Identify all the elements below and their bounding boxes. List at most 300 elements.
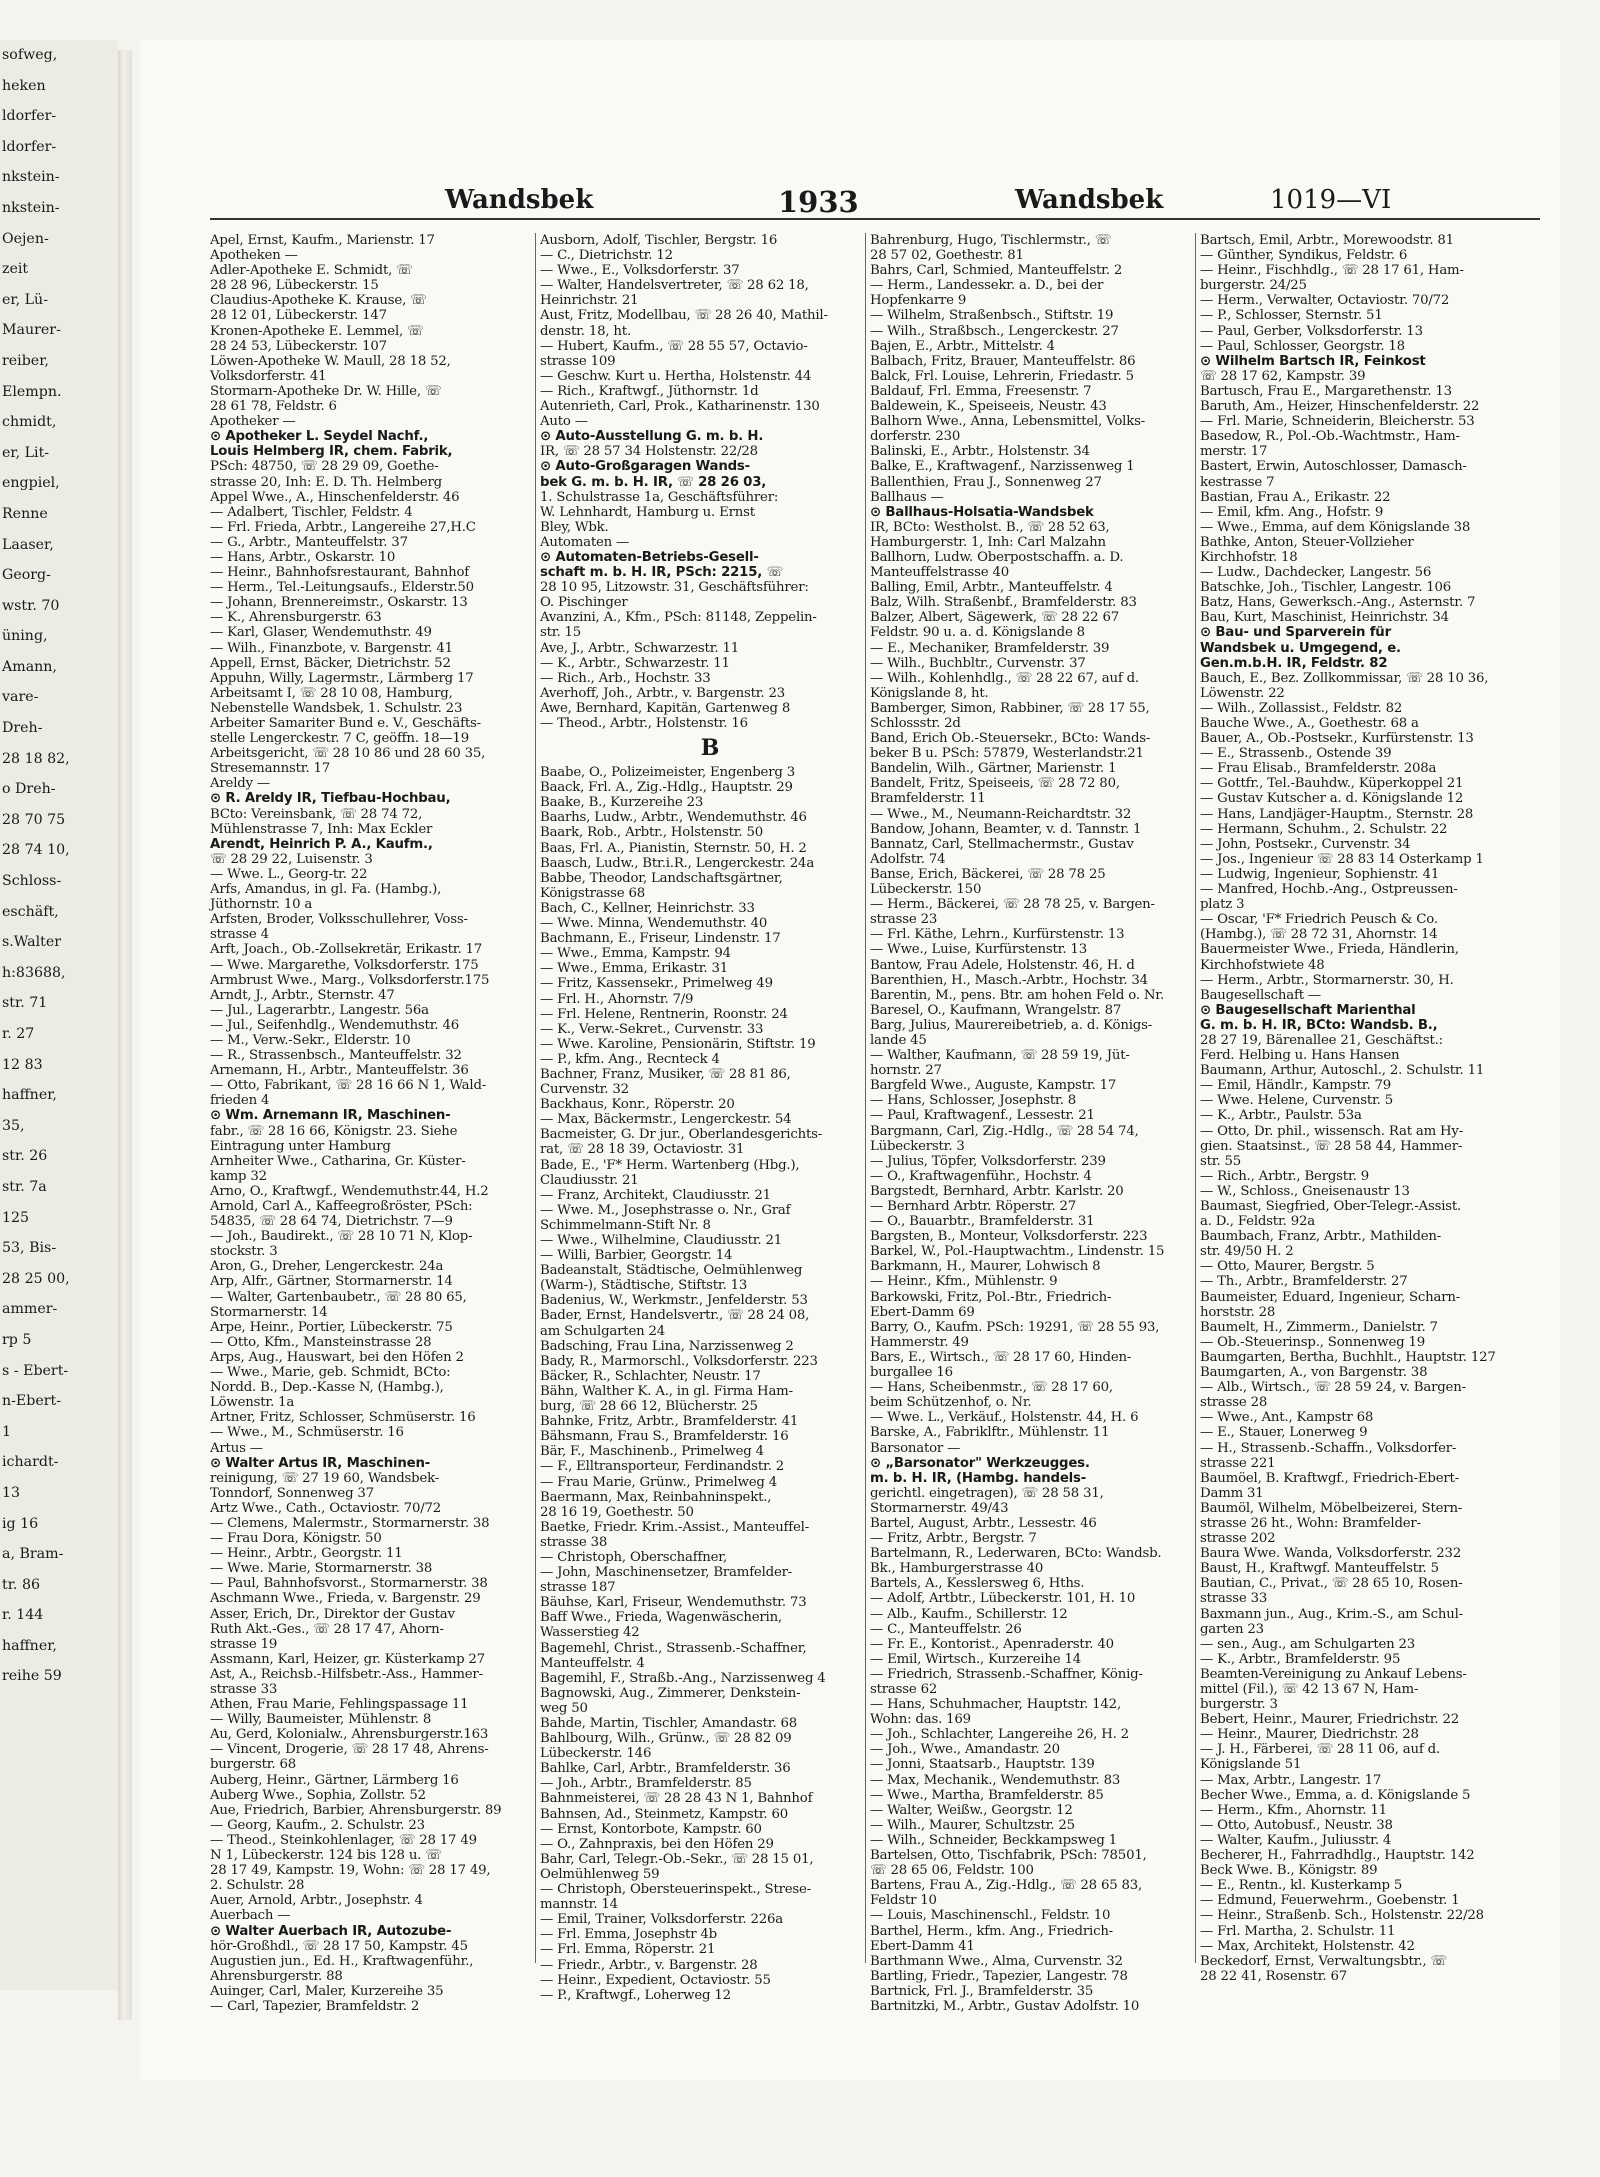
directory-entry: — Wwe. L., Verkäuf., Holstenstr. 44, H. 6 <box>870 1410 1139 1426</box>
directory-entry: Baermann, Max, Reinbahninspekt., <box>540 1489 772 1505</box>
directory-entry: Ballhorn, Ludw. Oberpostschaffn. a. D. <box>870 549 1124 565</box>
directory-entry: — Friedrich, Strassenb.-Schaffner, König- <box>870 1666 1143 1682</box>
facing-page-text: 13 <box>2 1484 21 1501</box>
directory-entry: — K., Arbtr., Paulstr. 53a <box>1200 1108 1362 1124</box>
directory-entry: Bäcker, R., Schlachter, Neustr. 17 <box>540 1368 761 1384</box>
directory-entry: Nordd. B., Dep.-Kasse N, (Hambg.), <box>210 1380 444 1396</box>
directory-entry: — E., Rentn., kl. Kusterkamp 5 <box>1200 1878 1403 1894</box>
directory-entry: ⊙ Automaten-Betriebs-Gesell- <box>540 549 759 565</box>
facing-page-text: üning, <box>2 628 48 645</box>
directory-entry: hör-Großhdl., ☏ 28 17 50, Kampstr. 45 <box>210 1938 468 1954</box>
directory-entry: hornstr. 27 <box>870 1063 942 1079</box>
directory-entry: mannstr. 14 <box>540 1897 618 1913</box>
facing-page-text: s.Walter <box>2 934 62 951</box>
directory-entry: — Willi, Barbier, Georgstr. 14 <box>540 1248 733 1264</box>
directory-entry: Baust, H., Kraftwgf. Manteuffelstr. 5 <box>1200 1561 1439 1577</box>
directory-entry: — Ernst, Kontorbote, Kampstr. 60 <box>540 1821 762 1837</box>
directory-entry: denstr. 18, ht. <box>540 323 631 339</box>
directory-entry: — Geschw. Kurt u. Hertha, Holstenstr. 44 <box>540 368 812 384</box>
directory-entry: Baas, Frl. A., Pianistin, Sternstr. 50, H. 2 <box>540 840 807 856</box>
directory-entry: Baark, Rob., Arbtr., Holstenstr. 50 <box>540 825 763 841</box>
directory-entry: Bahr, Carl, Telegr.-Ob.-Sekr., ☏ 28 15 01, <box>540 1851 814 1867</box>
directory-entry: — Jos., Ingenieur ☏ 28 83 14 Osterkamp 1 <box>1200 851 1484 867</box>
directory-entry: Lübeckerstr. 146 <box>540 1746 652 1762</box>
directory-entry: — Herm., Bäckerei, ☏ 28 78 25, v. Bargen- <box>870 897 1155 913</box>
facing-page-text: 125 <box>2 1209 30 1226</box>
directory-entry: Auer, Arnold, Arbtr., Josephstr. 4 <box>210 1893 423 1909</box>
directory-entry: — Wwe., Emma, Erikastr. 31 <box>540 961 728 977</box>
directory-entry: fabr., ☏ 28 16 66, Königstr. 23. Siehe <box>210 1123 458 1139</box>
directory-entry: Auto — <box>540 414 588 430</box>
directory-entry: — Jonni, Staatsarb., Hauptstr. 139 <box>870 1757 1095 1773</box>
directory-entry: Bandow, Johann, Beamter, v. d. Tannstr. 1 <box>870 821 1142 837</box>
directory-entry: Apotheken — <box>210 248 298 264</box>
directory-entry: — Wwe. Helene, Curvenstr. 5 <box>1200 1093 1393 1109</box>
facing-page-text: 35, <box>2 1117 25 1134</box>
directory-entry: — Karl, Glaser, Wendemuthstr. 49 <box>210 625 432 641</box>
directory-entry: Baxmann jun., Aug., Krim.-S., am Schul- <box>1200 1606 1463 1622</box>
directory-entry: Barkowski, Fritz, Pol.-Btr., Friedrich- <box>870 1289 1112 1305</box>
directory-entry: Aue, Friedrich, Barbier, Ahrensburgerstr. 89 <box>210 1802 502 1818</box>
directory-entry: Bartnick, Frl. J., Bramfelderstr. 35 <box>870 1983 1094 1999</box>
directory-entry: — Wwe., Martha, Bramfelderstr. 85 <box>870 1787 1104 1803</box>
directory-entry: burgerstr. 3 <box>1200 1697 1278 1713</box>
directory-entry: Claudius-Apotheke K. Krause, ☏ <box>210 293 427 309</box>
directory-entry: — Gustav Kutscher a. d. Königslande 12 <box>1200 791 1464 807</box>
directory-entry: Balinski, E., Arbtr., Holstenstr. 34 <box>870 444 1090 460</box>
directory-entry: Bargstedt, Bernhard, Arbtr. Karlstr. 20 <box>870 1183 1124 1199</box>
directory-entry: Automaten — <box>540 534 630 550</box>
directory-entry: Adolfstr. 74 <box>870 851 946 867</box>
directory-entry: Manteuffelstr. 4 <box>540 1655 645 1671</box>
directory-entry: Arnold, Carl A., Kaffeegroßröster, PSch: <box>210 1199 473 1214</box>
facing-page-text: 28 25 00, <box>2 1270 70 1287</box>
directory-entry: stockstr. 3 <box>210 1244 278 1260</box>
directory-entry: Ebert-Damm 41 <box>870 1938 975 1954</box>
directory-entry: strasse 62 <box>870 1682 938 1697</box>
directory-entry: — Walter, Kaufm., Juliusstr. 4 <box>1200 1832 1392 1848</box>
directory-column-4 <box>1200 233 1540 1983</box>
directory-entry: Barentin, M., pens. Btr. am hohen Feld o. Nr. <box>870 987 1164 1003</box>
column-divider <box>865 233 866 1963</box>
directory-entry: Ast, A., Reichsb.-Hilfsbetr.-Ass., Hammer- <box>210 1666 483 1682</box>
directory-entry: — Frl. Frieda, Arbtr., Langereihe 27,H.C <box>210 519 476 535</box>
directory-entry: — C., Manteuffelstr. 26 <box>870 1621 1022 1637</box>
directory-entry: — O., Kraftwagenführ., Hochstr. 4 <box>870 1168 1092 1184</box>
directory-entry: Autenrieth, Carl, Prok., Katharinenstr. 130 <box>540 399 820 415</box>
directory-entry: Arfsten, Broder, Volksschullehrer, Voss- <box>210 912 468 928</box>
directory-entry: ☏ 28 65 06, Feldstr. 100 <box>870 1863 1034 1879</box>
directory-entry: — Frl. Emma, Röperstr. 21 <box>540 1942 716 1958</box>
directory-entry: Baetke, Friedr. Krim.-Assist., Manteuffel- <box>540 1519 810 1535</box>
directory-entry: Armbrust Wwe., Marg., Volksdorferstr.175 <box>210 972 490 988</box>
directory-entry: 54835, ☏ 28 64 74, Dietrichstr. 7—9 <box>210 1214 453 1230</box>
directory-entry: Beckedorf, Ernst, Verwaltungsbtr., ☏ <box>1200 1953 1447 1969</box>
directory-entry: Arendt, Heinrich P. A., Kaufm., <box>210 836 433 852</box>
directory-entry: Bamberger, Simon, Rabbiner, ☏ 28 17 55, <box>870 700 1150 716</box>
directory-entry: — G., Arbtr., Manteuffelstr. 37 <box>210 534 408 550</box>
directory-entry: — H., Strassenb.-Schaffn., Volksdorfer- <box>1200 1440 1457 1456</box>
directory-entry: rat, ☏ 28 18 39, Octaviostr. 31 <box>540 1142 745 1158</box>
directory-entry: Curvenstr. 32 <box>540 1082 629 1098</box>
directory-entry: — E., Stauer, Lonerweg 9 <box>1200 1425 1368 1441</box>
directory-entry: Bartling, Friedr., Tapezier, Langestr. 78 <box>870 1968 1128 1984</box>
directory-entry: — Wwe., Marie, geb. Schmidt, BCto: <box>210 1365 451 1381</box>
directory-entry: — O., Zahnpraxis, bei den Höfen 29 <box>540 1836 774 1852</box>
directory-entry: — Hans, Schuhmacher, Hauptstr. 142, <box>870 1697 1121 1713</box>
directory-entry: Bär, F., Maschinenb., Primelweg 4 <box>540 1444 764 1460</box>
directory-entry: Arnheiter Wwe., Catharina, Gr. Küster- <box>210 1153 466 1169</box>
directory-entry: Bagemehl, Christ., Strassenb.-Schaffner, <box>540 1640 807 1656</box>
directory-entry: Bachmann, E., Friseur, Lindenstr. 17 <box>540 931 781 947</box>
directory-entry: a. D., Feldstr. 92a <box>1200 1214 1315 1230</box>
directory-entry: Ave, J., Arbtr., Schwarzestr. 11 <box>540 640 739 656</box>
directory-entry: Baumeister, Eduard, Ingenieur, Scharn- <box>1200 1289 1461 1305</box>
directory-entry: Badenius, W., Werkmstr., Jenfelderstr. 53 <box>540 1293 808 1309</box>
directory-entry: — Edmund, Feuerwehrm., Goebenstr. 1 <box>1200 1893 1460 1909</box>
directory-entry: Lübeckerstr. 150 <box>870 882 982 898</box>
directory-entry: — Frau Dora, Königstr. 50 <box>210 1531 382 1547</box>
facing-page-text: zeit <box>2 261 29 278</box>
directory-entry: 28 16 19, Goethestr. 50 <box>540 1504 694 1520</box>
directory-entry: strasse 26 ht., Wohn: Bramfelder- <box>1200 1515 1421 1531</box>
directory-entry: Eintragung unter Hamburg <box>210 1138 391 1154</box>
directory-entry: Schimmelmann-Stift Nr. 8 <box>540 1217 711 1233</box>
directory-entry: Bautian, C., Privat., ☏ 28 65 10, Rosen- <box>1200 1576 1463 1592</box>
directory-entry: — Heinr., Expedient, Octaviostr. 55 <box>540 1972 771 1988</box>
directory-entry: Balbach, Fritz, Brauer, Manteuffelstr. 86 <box>870 353 1136 369</box>
facing-page-text: ig 16 <box>2 1515 39 1532</box>
directory-entry: Tonndorf, Sonnenweg 37 <box>210 1485 374 1501</box>
directory-entry: — Otto, Dr. phil., wissensch. Rat am Hy- <box>1200 1123 1464 1139</box>
directory-entry: Bader, Ernst, Handelsvertr., ☏ 28 24 08, <box>540 1308 810 1324</box>
directory-entry: dorferstr. 230 <box>870 429 961 445</box>
directory-entry: Appuhn, Willy, Lagermstr., Lärmberg 17 <box>210 670 474 686</box>
directory-entry: beker B u. PSch: 57879, Westerlandstr.21 <box>870 746 1144 762</box>
column-divider <box>1195 233 1196 1963</box>
directory-entry: (Warm-), Städtische, Stiftstr. 13 <box>540 1278 748 1294</box>
header-year: 1933 <box>778 185 859 219</box>
directory-entry: 28 17 49, Kampstr. 19, Wohn: ☏ 28 17 49, <box>210 1863 491 1879</box>
directory-entry: garten 23 <box>1200 1621 1264 1637</box>
directory-entry: — Hermann, Schuhm., 2. Schulstr. 22 <box>1200 821 1448 837</box>
directory-entry: Becher Wwe., Emma, a. d. Königslande 5 <box>1200 1787 1471 1803</box>
directory-entry: — Emil, Händlr., Kampstr. 79 <box>1200 1078 1392 1094</box>
directory-entry: kestrasse 7 <box>1200 474 1275 490</box>
directory-entry: Auberg, Heinr., Gärtner, Lärmberg 16 <box>210 1772 459 1788</box>
directory-entry: Mühlenstrasse 7, Inh: Max Eckler <box>210 821 433 837</box>
directory-entry: Claudiusstr. 21 <box>540 1172 639 1188</box>
directory-entry: Bastian, Frau A., Erikastr. 22 <box>1200 489 1391 505</box>
directory-entry: Nebenstelle Wandsbek, 1. Schulstr. 23 <box>210 700 463 716</box>
directory-entry: Gen.m.b.H. IR, Feldstr. 82 <box>1200 655 1388 671</box>
directory-entry: frieden 4 <box>210 1093 270 1109</box>
directory-entry: Wandsbek u. Umgegend, e. <box>1200 640 1401 656</box>
facing-page-text: rp 5 <box>2 1331 32 1348</box>
directory-entry: Balck, Frl. Louise, Lehrerin, Friedastr. 5 <box>870 368 1134 384</box>
directory-entry: — Walter, Weißw., Georgstr. 12 <box>870 1802 1073 1818</box>
directory-entry: Baumöel, B. Kraftwgf., Friedrich-Ebert- <box>1200 1470 1459 1486</box>
directory-entry: ⊙ Auto-Großgaragen Wands- <box>540 459 750 475</box>
directory-entry: Aschmann Wwe., Frieda, v. Bargenstr. 29 <box>210 1591 481 1607</box>
directory-entry: Arpe, Heinr., Portier, Lübeckerstr. 75 <box>210 1319 453 1335</box>
directory-entry: Balz, Wilh. Straßenbf., Bramfelderstr. 83 <box>870 595 1137 611</box>
directory-entry: Bartens, Frau A., Zig.-Hdlg., ☏ 28 65 83, <box>870 1878 1143 1894</box>
directory-entry: Arft, Joach., Ob.-Zollsekretär, Erikastr. 17 <box>210 942 483 958</box>
directory-entry: Bähn, Walther K. A., in gl. Firma Ham- <box>540 1383 793 1399</box>
directory-entry: Baruth, Am., Heizer, Hinschenfelderstr. 22 <box>1200 399 1480 415</box>
directory-entry: — Wwe., Ant., Kampstr 68 <box>1200 1410 1374 1426</box>
directory-entry: Arp, Alfr., Gärtner, Stormarnerstr. 14 <box>210 1274 453 1290</box>
directory-entry: BCto: Vereinsbank, ☏ 28 74 72, <box>210 806 423 822</box>
directory-entry: — sen., Aug., am Schulgarten 23 <box>1200 1636 1416 1652</box>
directory-entry: Arnemann, H., Arbtr., Manteuffelstr. 36 <box>210 1063 469 1079</box>
directory-entry: Jüthornstr. 10 a <box>210 897 313 913</box>
facing-page-text: wstr. 70 <box>2 597 60 614</box>
directory-entry: gien. Staatsinst., ☏ 28 58 44, Hammer- <box>1200 1138 1463 1154</box>
directory-entry: Hammerstr. 49 <box>870 1334 969 1350</box>
facing-page-text: str. 7a <box>2 1178 47 1195</box>
directory-entry: ⊙ Ballhaus-Holsatia-Wandsbek <box>870 504 1094 520</box>
directory-entry: Bandelin, Wilh., Gärtner, Marienstr. 1 <box>870 761 1117 777</box>
directory-entry: Bahnsen, Ad., Steinmetz, Kampstr. 60 <box>540 1806 788 1822</box>
directory-entry: Baura Wwe. Wanda, Volksdorferstr. 232 <box>1200 1546 1462 1562</box>
directory-entry: Baarhs, Ludw., Arbtr., Wendemuthstr. 46 <box>540 810 807 826</box>
directory-entry: — John, Postsekr., Curvenstr. 34 <box>1200 836 1411 852</box>
directory-entry: Asser, Erich, Dr., Direktor der Gustav <box>210 1606 455 1622</box>
directory-entry: — Herm., Landessekr. a. D., bei der <box>870 278 1104 294</box>
directory-entry: — Otto, Fabrikant, ☏ 28 16 66 N 1, Wald- <box>210 1078 487 1094</box>
header-rule <box>210 218 1540 220</box>
directory-entry: strasse 38 <box>540 1534 608 1550</box>
directory-entry: — Frl. Martha, 2. Schulstr. 11 <box>1200 1923 1396 1939</box>
directory-entry: Stresemannstr. 17 <box>210 761 331 777</box>
directory-entry: — Wilh., Buchbltr., Curvenstr. 37 <box>870 655 1086 671</box>
directory-entry: Baumbach, Franz, Arbtr., Mathilden- <box>1200 1229 1442 1245</box>
directory-entry: — Paul, Schlosser, Georgstr. 18 <box>1200 338 1405 354</box>
facing-page-text: tr. 86 <box>2 1576 40 1593</box>
directory-entry: — Wwe. M., Josephstrasse o. Nr., Graf <box>540 1202 791 1218</box>
directory-entry: — Hans, Landjäger-Hauptm., Sternstr. 28 <box>1200 806 1474 822</box>
directory-entry: 2. Schulstr. 28 <box>210 1878 305 1894</box>
directory-entry: burg, ☏ 28 66 12, Blücherstr. 25 <box>540 1399 758 1415</box>
directory-entry: bek G. m. b. H. IR, ☏ 28 26 03, <box>540 474 767 490</box>
directory-entry: Hopfenkarre 9 <box>870 293 967 309</box>
directory-entry: Bartel, August, Arbtr., Lessestr. 46 <box>870 1515 1097 1531</box>
directory-entry: Bahlke, Carl, Arbtr., Bramfelderstr. 36 <box>540 1761 791 1777</box>
directory-entry: Baumann, Arthur, Autoschl., 2. Schulstr. 11 <box>1200 1063 1485 1079</box>
directory-entry: Bartsch, Emil, Arbtr., Morewoodstr. 81 <box>1200 233 1454 248</box>
directory-entry: Stormarnerstr. 14 <box>210 1304 328 1320</box>
directory-entry: — Alb., Kaufm., Schillerstr. 12 <box>870 1606 1068 1622</box>
directory-entry: — Rich., Arbtr., Bergstr. 9 <box>1200 1168 1369 1184</box>
directory-entry: — Max, Arbtr., Langestr. 17 <box>1200 1772 1382 1788</box>
directory-entry: — E., Mechaniker, Bramfelderstr. 39 <box>870 640 1110 656</box>
directory-entry: Beck Wwe. B., Königstr. 89 <box>1200 1863 1378 1879</box>
directory-entry: Artz Wwe., Cath., Octaviostr. 70/72 <box>210 1500 442 1516</box>
facing-page-text: r. 144 <box>2 1607 44 1624</box>
directory-entry: Kronen-Apotheke E. Lemmel, ☏ <box>210 323 424 339</box>
directory-entry: Badeanstalt, Städtische, Oelmühlenweg <box>540 1263 803 1279</box>
directory-entry: Aust, Fritz, Modellbau, ☏ 28 26 40, Mathil- <box>540 308 828 324</box>
facing-page-text: reihe 59 <box>2 1668 62 1685</box>
directory-entry: — Wwe., Emma, auf dem Königslande 38 <box>1200 519 1471 535</box>
directory-entry: Balling, Emil, Arbtr., Manteuffelstr. 4 <box>870 580 1113 596</box>
facing-page-text: Amann, <box>2 658 57 675</box>
directory-entry: Awe, Bernhard, Kapitän, Gartenweg 8 <box>540 700 791 716</box>
directory-entry: Damm 31 <box>1200 1485 1264 1501</box>
directory-entry: stelle Lengerckestr. 7 C, geöffn. 18—19 <box>210 731 469 747</box>
header-place-right: Wandsbek <box>1015 185 1164 215</box>
directory-entry: — Fritz, Arbtr., Bergstr. 7 <box>870 1531 1037 1547</box>
directory-entry: Bahrenburg, Hugo, Tischlermstr., ☏ <box>870 233 1112 248</box>
directory-entry: Barg, Julius, Maurereibetrieb, a. d. Königs- <box>870 1017 1153 1033</box>
directory-entry: — Hans, Schlosser, Josephstr. 8 <box>870 1093 1077 1109</box>
directory-entry: Barske, A., Fabriklftr., Mühlenstr. 11 <box>870 1425 1110 1441</box>
directory-entry: Bartusch, Frau E., Margarethenstr. 13 <box>1200 383 1452 399</box>
facing-page-text: vare- <box>2 689 39 706</box>
directory-entry: Ebert-Damm 69 <box>870 1304 975 1320</box>
directory-entry: Backhaus, Konr., Röperstr. 20 <box>540 1097 735 1113</box>
directory-entry: — Wwe. Karoline, Pensionärin, Stiftstr. 19 <box>540 1036 816 1052</box>
directory-entry: strasse 202 <box>1200 1531 1276 1547</box>
directory-column-3 <box>870 233 1210 2014</box>
directory-entry: ⊙ Walter Auerbach IR, Autozube- <box>210 1923 452 1939</box>
directory-entry: — Max, Architekt, Holstenstr. 42 <box>1200 1938 1415 1954</box>
directory-entry: — Heinr., Straßenb. Sch., Holstenstr. 22/28 <box>1200 1908 1484 1924</box>
directory-entry: Ballhaus — <box>870 489 944 505</box>
directory-entry: Löwenstr. 22 <box>1200 685 1285 701</box>
directory-entry: Athen, Frau Marie, Fehlingspassage 11 <box>210 1697 469 1713</box>
directory-entry: — Jul., Seifenhdlg., Wendemuthstr. 46 <box>210 1017 459 1033</box>
directory-entry: Arbeiter Samariter Bund e. V., Geschäfts- <box>210 716 481 731</box>
directory-entry: — Vincent, Drogerie, ☏ 28 17 48, Ahrens- <box>210 1742 489 1758</box>
directory-entry: (Hambg.), ☏ 28 72 31, Ahornstr. 14 <box>1200 927 1438 943</box>
directory-entry: — Wwe., E., Volksdorferstr. 37 <box>540 263 740 279</box>
directory-entry: Bade, E., 'F* Herm. Wartenberg (Hbg.), <box>540 1157 800 1173</box>
directory-entry: Assmann, Karl, Heizer, gr. Küsterkamp 27 <box>210 1651 485 1667</box>
directory-entry: Auinger, Carl, Maler, Kurzereihe 35 <box>210 1983 444 1999</box>
directory-entry: schaft m. b. H. IR, PSch: 2215, ☏ <box>540 565 783 581</box>
directory-entry: Apotheker — <box>210 414 296 430</box>
directory-entry: Lübeckerstr. 3 <box>870 1138 965 1154</box>
directory-entry: Ahrensburgerstr. 88 <box>210 1968 343 1984</box>
directory-entry: — Hubert, Kaufm., ☏ 28 55 57, Octavio- <box>540 338 808 354</box>
directory-entry: Wohn: das. 169 <box>870 1712 971 1728</box>
header-page-number: 1019—VI <box>1270 185 1392 215</box>
directory-entry: Bahlbourg, Wilh., Grünw., ☏ 28 82 09 <box>540 1731 792 1747</box>
directory-entry: Arndt, J., Arbtr., Sternstr. 47 <box>210 987 395 1003</box>
directory-entry: — Ludwig, Ingenieur, Sophienstr. 41 <box>1200 866 1440 882</box>
directory-entry: — Otto, Maurer, Bergstr. 5 <box>1200 1259 1375 1275</box>
directory-entry: — Frau Marie, Grünw., Primelweg 4 <box>540 1474 778 1490</box>
directory-entry: Appel Wwe., A., Hinschenfelderstr. 46 <box>210 489 460 505</box>
facing-page-text: er, Lü- <box>2 291 48 308</box>
facing-page-fragment <box>0 40 118 1990</box>
section-letter: B <box>700 735 720 762</box>
directory-entry: Bartnitzki, M., Arbtr., Gustav Adolfstr. 10 <box>870 1998 1140 2014</box>
directory-entry: lande 45 <box>870 1032 927 1048</box>
facing-page-text: s - Ebert- <box>2 1362 69 1379</box>
facing-page-text: ldorfer- <box>2 108 57 125</box>
directory-entry: Balhorn Wwe., Anna, Lebensmittel, Volks- <box>870 414 1145 430</box>
directory-entry: ☏ 28 29 22, Luisenstr. 3 <box>210 851 373 867</box>
directory-entry: Bandelt, Fritz, Speiseeis, ☏ 28 72 80, <box>870 776 1120 792</box>
directory-entry: — Wwe. Margarethe, Volksdorferstr. 175 <box>210 957 479 973</box>
directory-entry: merstr. 17 <box>1200 444 1268 460</box>
directory-entry: Ferd. Helbing u. Hans Hansen <box>1200 1048 1400 1064</box>
directory-entry: strasse 33 <box>210 1682 278 1697</box>
directory-entry: horststr. 28 <box>1200 1304 1276 1320</box>
directory-entry: Avanzini, A., Kfm., PSch: 81148, Zeppelin- <box>540 610 817 626</box>
directory-entry: — Wilh., Maurer, Schultzstr. 25 <box>870 1817 1075 1833</box>
directory-entry: Bagnowski, Aug., Zimmerer, Denkstein- <box>540 1685 801 1701</box>
directory-entry: ⊙ R. Areldy IR, Tiefbau-Hochbau, <box>210 791 451 807</box>
directory-entry: — Otto, Kfm., Mansteinstrasse 28 <box>210 1334 432 1350</box>
directory-entry: — Wwe. Minna, Wendemuthstr. 40 <box>540 916 768 932</box>
directory-entry: — Fritz, Kassensekr., Primelweg 49 <box>540 976 773 992</box>
directory-entry: ⊙ Auto-Ausstellung G. m. b. H. <box>540 429 764 445</box>
directory-entry: Barkel, W., Pol.-Hauptwachtm., Lindenstr. 15 <box>870 1244 1165 1260</box>
directory-column-2 <box>540 233 880 2003</box>
directory-entry: Baumast, Siegfried, Ober-Telegr.-Assist. <box>1200 1199 1462 1214</box>
directory-entry: Bannatz, Carl, Stellmachermstr., Gustav <box>870 836 1134 852</box>
directory-entry: Baugesellschaft — <box>1200 987 1321 1003</box>
directory-entry: — Frl. Marie, Schneiderin, Bleicherstr. 53 <box>1200 414 1475 430</box>
directory-entry: — W., Schloss., Gneisenaustr 13 <box>1200 1183 1410 1199</box>
directory-entry: — Hans, Scheibenmstr., ☏ 28 17 60, <box>870 1380 1113 1396</box>
directory-entry: — C., Dietrichstr. 12 <box>540 248 673 264</box>
directory-entry: — Theod., Arbtr., Holstenstr. 16 <box>540 716 748 731</box>
directory-entry: strasse 187 <box>540 1580 616 1596</box>
directory-entry: Heinrichstr. 21 <box>540 293 639 309</box>
directory-entry: strasse 19 <box>210 1636 278 1652</box>
directory-entry: Bach, C., Kellner, Heinrichstr. 33 <box>540 900 755 916</box>
directory-entry: — Louis, Maschinenschl., Feldstr. 10 <box>870 1908 1111 1924</box>
directory-entry: str. 49/50 H. 2 <box>1200 1244 1294 1260</box>
facing-page-text: Schloss- <box>2 873 62 890</box>
directory-entry: — Th., Arbtr., Bramfelderstr. 27 <box>1200 1274 1408 1290</box>
directory-entry: Löwen-Apotheke W. Maull, 28 18 52, <box>210 353 451 369</box>
directory-entry: — P., Kraftwgf., Loherweg 12 <box>540 1987 731 2003</box>
directory-entry: Bady, R., Marmorschl., Volksdorferstr. 223 <box>540 1353 818 1369</box>
directory-entry: Manteuffelstrasse 40 <box>870 565 1009 581</box>
directory-entry: — M., Verw.-Sekr., Elderstr. 10 <box>210 1032 411 1048</box>
directory-entry: Königslande 51 <box>1200 1757 1302 1773</box>
directory-entry: Feldstr. 90 u. a. d. Königslande 8 <box>870 625 1085 641</box>
directory-entry: — Joh., Wwe., Amandastr. 20 <box>870 1742 1060 1758</box>
directory-entry: — Walter, Gartenbaubetr., ☏ 28 80 65, <box>210 1289 467 1305</box>
directory-entry: Apel, Ernst, Kaufm., Marienstr. 17 <box>210 233 435 248</box>
directory-entry: — Heinr., Arbtr., Georgstr. 11 <box>210 1546 403 1562</box>
directory-entry: IR, ☏ 28 57 34 Holstenstr. 22/28 <box>540 444 758 460</box>
directory-entry: Kirchhofstwiete 48 <box>1200 957 1325 973</box>
directory-entry: Baumöl, Wilhelm, Möbelbeizerei, Stern- <box>1200 1500 1463 1516</box>
directory-entry: Bargmann, Carl, Zig.-Hdlg., ☏ 28 54 74, <box>870 1123 1139 1139</box>
directory-entry: Bau, Kurt, Maschinist, Heinrichstr. 34 <box>1200 610 1449 626</box>
directory-entry: — Walther, Kaufmann, ☏ 28 59 19, Jüt- <box>870 1048 1130 1064</box>
directory-entry: — Rich., Arb., Hochstr. 33 <box>540 670 711 686</box>
directory-entry: — Clemens, Malermstr., Stormarnerstr. 38 <box>210 1515 490 1531</box>
directory-entry: Bacmeister, G. Dr jur., Oberlandesgerichts- <box>540 1127 823 1143</box>
facing-page-text: Laaser, <box>2 536 54 553</box>
directory-entry: Baumgarten, A., von Bargenstr. 38 <box>1200 1365 1428 1381</box>
directory-entry: Bagemihl, F., Straßb.-Ang., Narzissenweg 4 <box>540 1670 826 1686</box>
directory-entry: weg 50 <box>540 1700 588 1716</box>
directory-entry: Baumelt, H., Zimmerm., Danielstr. 7 <box>1200 1319 1438 1335</box>
directory-entry: Bebert, Heinr., Maurer, Friedrichstr. 22 <box>1200 1712 1459 1728</box>
book-gutter <box>118 50 132 2020</box>
